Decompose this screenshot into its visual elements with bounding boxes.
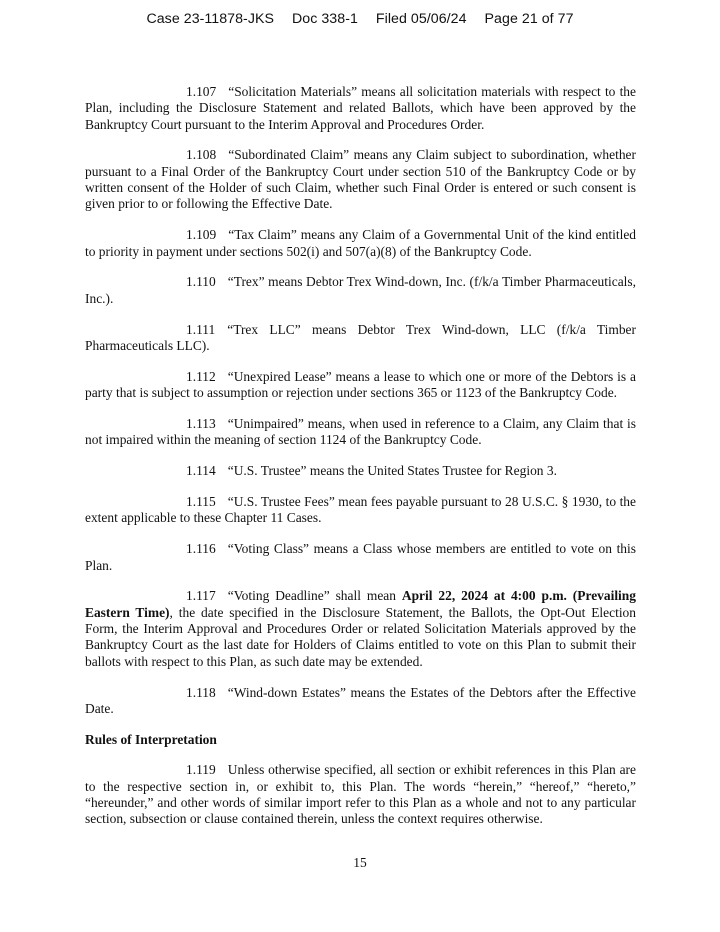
filed-date: Filed 05/06/24 [375, 11, 467, 27]
section-number: 1.111 [186, 321, 216, 337]
section-number: 1.110 [186, 274, 216, 290]
definition-text: “Voting Deadline” shall mean [227, 588, 402, 604]
definition-paragraph [85, 274, 636, 307]
doc-number: Doc 338-1 [292, 11, 358, 27]
definition-paragraph [85, 227, 636, 260]
definition-text: , the date specified in the Disclosure Statement, the Ballots, the Opt-Out Election Form, the Interim Approval and Procedures Order or related Solicitation Materials approved by the Bankruptcy Court as the last date for Holders of Claims entitled to vote on this Plan to submit their ballots with respect to this Plan, as such date may be extended. [85, 604, 636, 669]
section-number: 1.109 [186, 227, 217, 243]
definition-text: “U.S. Trustee” means the United States Trustee for Region 3. [227, 463, 557, 479]
section-heading: Rules of Interpretation [85, 731, 217, 747]
voting-deadline-paragraph [85, 588, 636, 669]
section-number: 1.108 [186, 147, 217, 163]
section-number: 1.119 [186, 762, 216, 778]
filing-header [0, 11, 720, 27]
section-number: 1.118 [186, 684, 216, 700]
document-body [85, 84, 636, 842]
definition-text: “Unimpaired” means, when used in reference to a Claim, any Claim that is not impaired within the meaning of section 1124 of the Bankruptcy Code. [85, 416, 636, 448]
definition-text: Unless otherwise specified, all section or exhibit references in this Plan are to the respective section in, or exhibit to, this Plan. The words “herein,” “hereof,” “hereto,” “hereunder,” and other words of similar import refer to this Plan as a whole and not to any particular section, subsection or clause contained therein, unless the context requires otherwise. [85, 762, 636, 827]
definition-text: “Subordinated Claim” means any Claim subject to subordination, whether pursuant to a Final Order of the Bankruptcy Court under section 510 of the Bankruptcy Code or by written consent of the Holder of such Claim, whether such Final Order is entered or such consent is given prior to or following the Effective Date. [85, 147, 636, 212]
case-number: Case 23-11878-JKS [146, 11, 274, 27]
definition-text: “Trex LLC” means Debtor Trex Wind-down, LLC (f/k/a Timber Pharmaceuticals LLC). [85, 321, 636, 353]
section-number: 1.116 [186, 541, 216, 557]
definition-paragraph [85, 494, 636, 527]
definition-text: “Solicitation Materials” means all solicitation materials with respect to the Plan, including the Disclosure Statement and related Ballots, which have been approved by the Bankruptcy Court pursuant to the Interim Approval and Procedures Order. [85, 84, 636, 132]
definition-text: “U.S. Trustee Fees” mean fees payable pursuant to 28 U.S.C. § 1930, to the extent applicable to these Chapter 11 Cases. [85, 494, 636, 526]
section-number: 1.113 [186, 416, 216, 432]
interpretation-paragraph [85, 762, 636, 827]
definition-paragraph [85, 369, 636, 402]
definition-text: “Voting Class” means a Class whose members are entitled to vote on this Plan. [85, 541, 636, 573]
definition-text: “Wind-down Estates” means the Estates of the Debtors after the Effective Date. [85, 684, 636, 716]
section-number: 1.107 [186, 84, 217, 99]
page-number: 15 [353, 855, 367, 870]
definition-paragraph [85, 541, 636, 574]
definition-text: “Unexpired Lease” means a lease to which one or more of the Debtors is a party that is subject to assumption or rejection under sections 365 or 1123 of the Bankruptcy Code. [85, 368, 636, 401]
definition-paragraph [85, 685, 636, 718]
definition-paragraph [85, 147, 636, 212]
definition-text: “Tax Claim” means any Claim of a Governmental Unit of the kind entitled to priority in payment under sections 502(i) and 507(a)(8) of the Bankruptcy Code. [85, 227, 636, 259]
section-number: 1.117 [186, 588, 216, 604]
deadline-date: April 22, 2024 at 4:00 p.m. (Prevailing Eastern Time) [85, 588, 636, 620]
section-number: 1.115 [186, 494, 216, 510]
section-number: 1.112 [186, 368, 216, 384]
definition-text: “Trex” means Debtor Trex Wind-down, Inc. (f/k/a Timber Pharmaceuticals, Inc.). [85, 274, 636, 306]
page-of-total: Page 21 of 77 [484, 11, 574, 27]
definition-paragraph [85, 84, 636, 133]
definition-paragraph [85, 322, 636, 355]
section-number: 1.114 [186, 463, 216, 479]
definition-paragraph [85, 416, 636, 449]
definition-paragraph [85, 463, 636, 479]
